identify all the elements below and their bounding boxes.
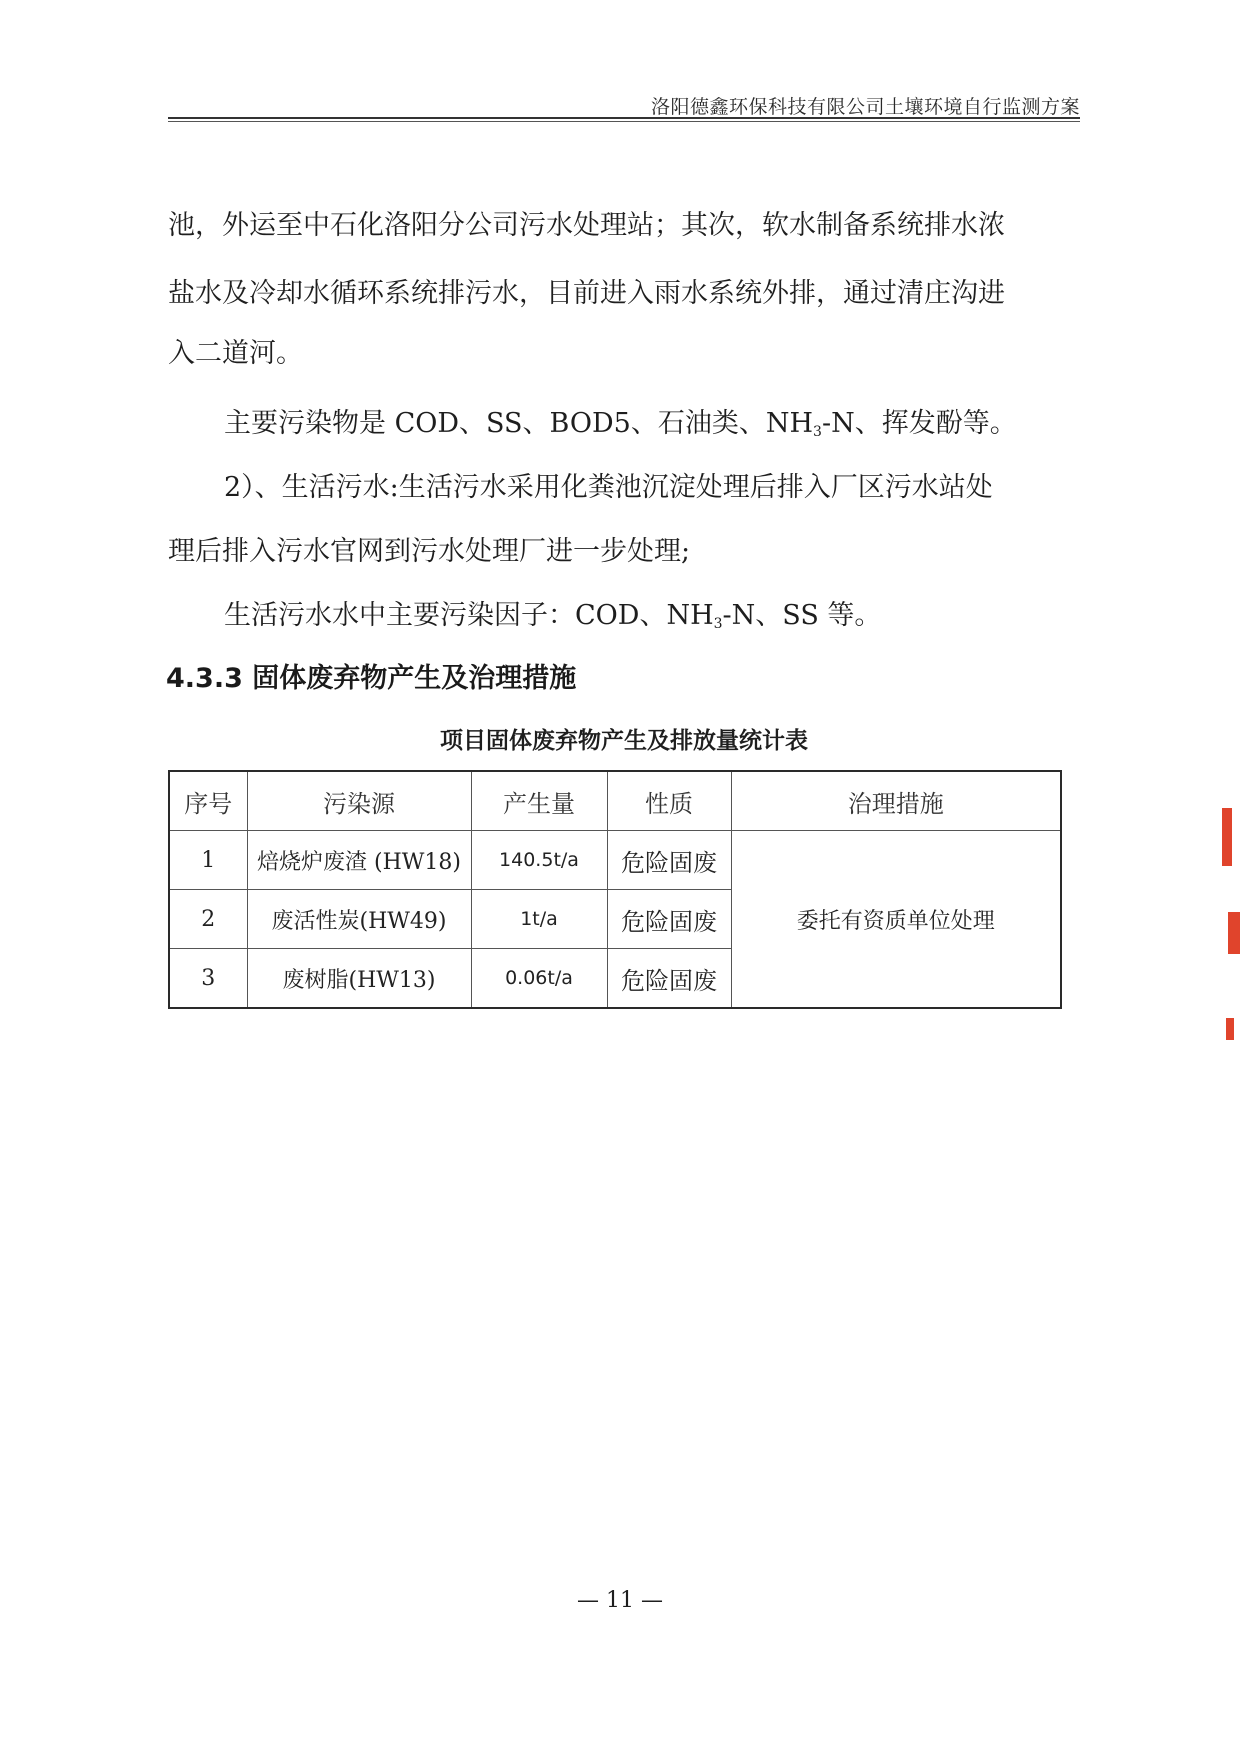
paragraph-line: 入二道河。: [168, 338, 303, 369]
header-treatment: 治理措施: [731, 771, 1061, 831]
table-title: 项目固体废弃物产生及排放量统计表: [440, 728, 808, 754]
section-heading: 4.3.3 固体废弃物产生及治理措施: [166, 663, 577, 694]
header-no: 序号: [169, 771, 247, 831]
row-source: 焙烧炉废渣 (HW18): [247, 831, 471, 890]
header-source: 污染源: [247, 771, 471, 831]
domestic-pollutants-text: 生活污水水中主要污染因子：COD、NH: [224, 600, 714, 631]
stamp-fragment: [1228, 912, 1240, 954]
header-amount: 产生量: [471, 771, 607, 831]
table-row: [169, 831, 1061, 890]
row-nature: 危险固废: [607, 949, 731, 1009]
pollutants-text: 主要污染物是 COD、SS、BOD5、石油类、NH: [224, 408, 814, 439]
domestic-pollutants-text-end: -N、SS 等。: [722, 600, 882, 631]
paragraph-line: 池，外运至中石化洛阳分公司污水处理站；其次，软水制备系统排水浓: [168, 210, 1005, 241]
subscript: 3: [813, 424, 822, 440]
header-rule-thin: [168, 121, 1080, 122]
stamp-fragment: [1222, 808, 1232, 866]
domestic-sewage-line: 2）、生活污水:生活污水采用化粪池沉淀处理后排入厂区污水站处: [224, 472, 993, 503]
domestic-sewage-line: 理后排入污水官网到污水处理厂进一步处理;: [168, 536, 691, 567]
row-nature: 危险固废: [607, 831, 731, 890]
row-amount: 140.5t/a: [471, 831, 607, 890]
solid-waste-table: [168, 770, 1062, 1009]
header-rule: [168, 117, 1080, 119]
domestic-pollutants-paragraph: [224, 596, 1080, 644]
row-treatment: 委托有资质单位处理: [731, 831, 1061, 1009]
row-source: 废树脂(HW13): [247, 949, 471, 1009]
row-amount: 1t/a: [471, 890, 607, 949]
stamp-fragment: [1226, 1018, 1234, 1040]
table-header-row: [169, 771, 1061, 831]
row-no: 2: [169, 890, 247, 949]
page-number: — 11 —: [577, 1588, 663, 1613]
row-no: 3: [169, 949, 247, 1009]
subscript: 3: [713, 616, 723, 632]
paragraph-line: 盐水及冷却水循环系统排污水，目前进入雨水系统外排，通过清庄沟进: [168, 278, 1005, 309]
pollutants-text-end: -N、挥发酚等。: [821, 408, 1017, 439]
row-no: 1: [169, 831, 247, 890]
row-amount: 0.06t/a: [471, 949, 607, 1009]
header-nature: 性质: [607, 771, 731, 831]
pollutants-paragraph: [224, 404, 1080, 452]
page-header-title: 洛阳德鑫环保科技有限公司土壤环境自行监测方案: [650, 96, 1080, 118]
row-source: 废活性炭(HW49): [247, 890, 471, 949]
row-nature: 危险固废: [607, 890, 731, 949]
